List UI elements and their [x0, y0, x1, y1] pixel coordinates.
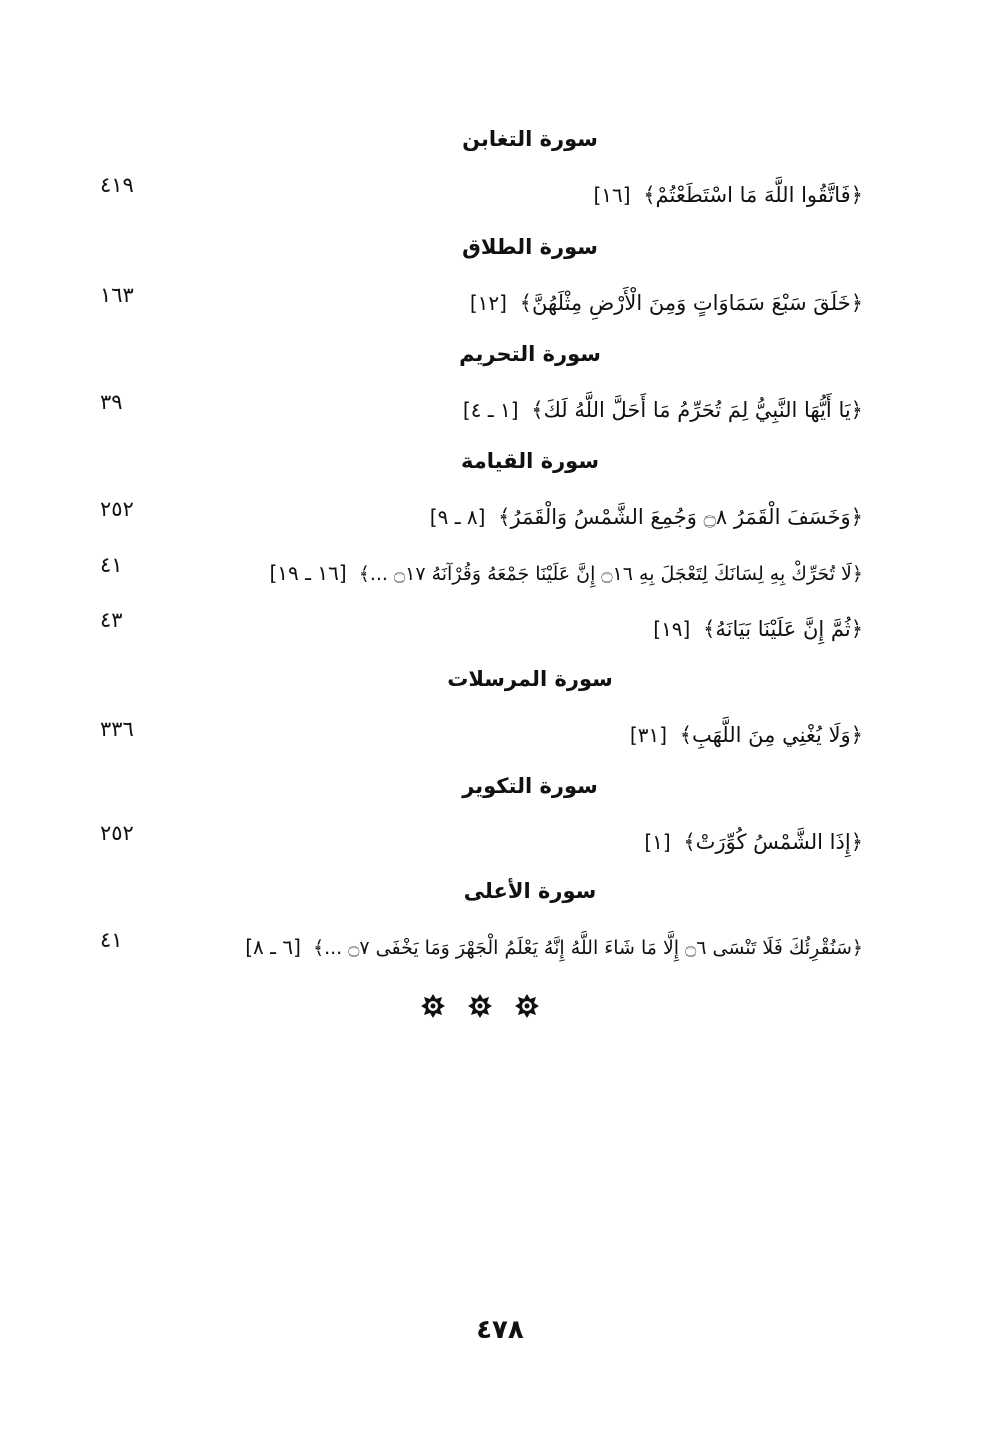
verse-entry	[269, 556, 863, 591]
section-end-ornaments	[420, 988, 540, 1024]
page-number: ١٦٣	[100, 283, 134, 307]
verse-text: ﴿يَا أَيُّهَا النَّبِيُّ لِمَ تُحَرِّمُ مَا أَحَلَّ اللَّهُ لَكَ﴾	[531, 398, 863, 422]
rosette-ornament-icon	[514, 993, 540, 1019]
verse-text: ﴿فَاتَّقُوا اللَّهَ مَا اسْتَطَعْتُمْ﴾	[643, 183, 863, 207]
verse-entry	[653, 612, 863, 646]
verse-ref: [٨ ـ ٩]	[429, 505, 486, 529]
verse-text: ﴿خَلَقَ سَبْعَ سَمَاوَاتٍ وَمِنَ الْأَرْضِ مِثْلَهُنَّ﴾	[519, 291, 863, 315]
surah-title-talaq: سورة الطلاق	[462, 235, 598, 259]
surah-title-mursalat: سورة المرسلات	[447, 667, 613, 691]
folio-page-number: ٤٧٨	[476, 1315, 524, 1345]
surah-title-taghabun: سورة التغابن	[462, 127, 598, 151]
verse-ref: [٣١]	[629, 723, 668, 747]
page-number: ٣٣٦	[100, 717, 134, 741]
page-number: ٣٩	[100, 390, 123, 414]
page-number: ٤١٩	[100, 173, 134, 197]
page-number: ٢٥٢	[100, 497, 134, 521]
verse-text: ﴿ثُمَّ إِنَّ عَلَيْنَا بَيَانَهُ﴾	[703, 617, 863, 641]
surah-title-qiyamah: سورة القيامة	[460, 449, 599, 473]
surah-title-ala: سورة الأعلى	[463, 879, 597, 903]
verse-entry	[430, 500, 863, 534]
verse-entry	[470, 286, 863, 320]
verse-entry	[644, 825, 863, 859]
verse-ref: [١٦]	[593, 183, 631, 207]
verse-ref: [١٦ ـ ١٩]	[269, 561, 347, 585]
verse-text: ﴿سَنُقْرِئُكَ فَلَا تَنْسَى ۝٦ إِلَّا مَا شَاءَ اللَّهُ إِنَّهُ يَعْلَمُ الْجَهْرَ وَمَا يَخْفَى ۝٧ ...﴾	[312, 937, 863, 959]
verse-ref: [١٩]	[653, 617, 691, 641]
rosette-ornament-icon	[467, 993, 493, 1019]
rosette-ornament-icon	[420, 993, 446, 1019]
verse-text: ﴿وَلَا يُغْنِي مِنَ اللَّهَبِ﴾	[679, 723, 863, 747]
verse-ref: [٦ ـ ٨]	[245, 935, 301, 959]
verse-text: ﴿إِذَا الشَّمْسُ كُوِّرَتْ﴾	[683, 830, 863, 854]
verse-ref: [١٢]	[469, 291, 507, 315]
verse-entry	[245, 930, 863, 965]
verse-entry	[593, 178, 863, 212]
verse-ref: [١ ـ ٤]	[462, 398, 519, 422]
page-number: ٢٥٢	[100, 821, 134, 845]
page-number: ٤١	[100, 553, 123, 577]
verse-entry	[630, 718, 863, 752]
verse-entry	[463, 393, 863, 427]
page-number: ٤٣	[100, 608, 123, 632]
verse-ref: [١]	[644, 830, 671, 854]
page-number: ٤١	[100, 928, 123, 952]
verse-text: ﴿وَخَسَفَ الْقَمَرُ ۝٨ وَجُمِعَ الشَّمْسُ وَالْقَمَرُ﴾	[498, 505, 863, 529]
surah-title-takwir: سورة التكوير	[462, 774, 598, 798]
surah-title-tahrim: سورة التحريم	[459, 342, 601, 366]
verse-text: ﴿لَا تُحَرِّكْ بِهِ لِسَانَكَ لِتَعْجَلَ بِهِ ۝١٦ إِنَّ عَلَيْنَا جَمْعَهُ وَقُرْآنَهُ ۝١٧ ...﴾	[358, 563, 863, 585]
